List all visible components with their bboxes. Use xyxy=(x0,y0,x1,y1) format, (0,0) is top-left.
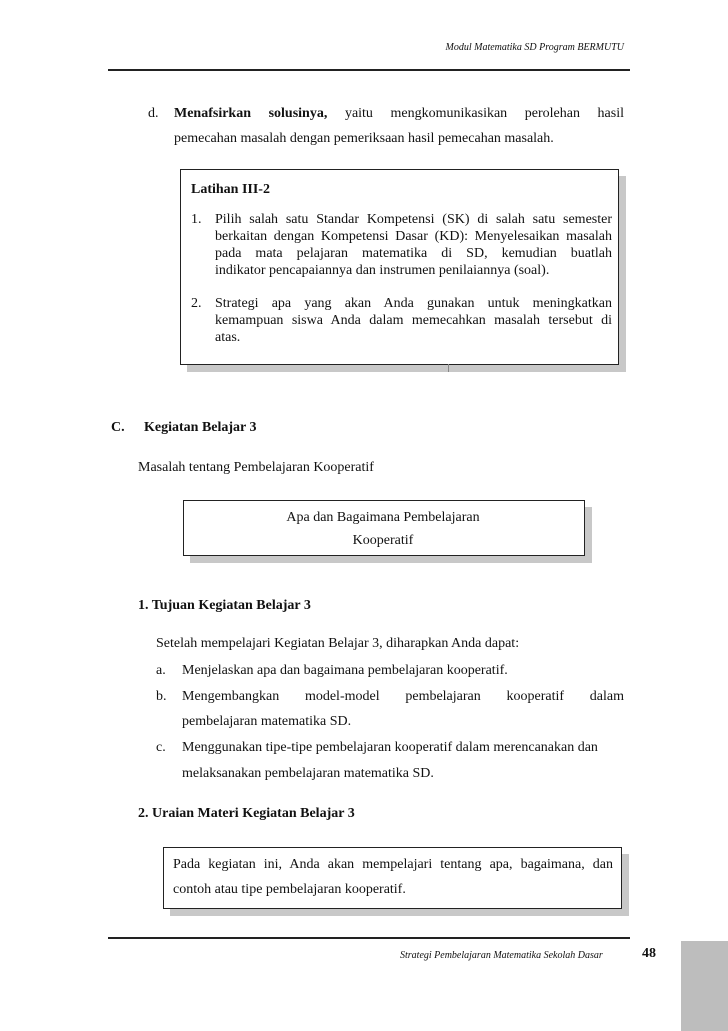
uraian-box-line: Pada kegiatan ini, Anda akan mempelajari tentang apa, bagaimana, dan xyxy=(173,857,613,872)
latihan-item-2-line: kemampuan siswa Anda dalam memecahkan masalah tersebut di xyxy=(215,313,612,328)
latihan-item-1-line: berkaitan dengan Kompetensi Dasar (KD): Menyelesaikan masalah xyxy=(215,229,612,244)
item-d-marker: d. xyxy=(148,106,159,121)
tujuan-item-c-marker: c. xyxy=(156,740,166,755)
footer-title: Strategi Pembelajaran Matematika Sekolah Dasar xyxy=(400,950,603,961)
tujuan-item-b-line: pembelajaran matematika SD. xyxy=(182,714,352,729)
tujuan-item-a-line: Menjelaskan apa dan bagaimana pembelajaran kooperatif. xyxy=(182,663,508,678)
topic-line-2: Kooperatif xyxy=(352,533,414,548)
latihan-item-2-num: 2. xyxy=(191,296,202,311)
page-edge-tab xyxy=(681,941,728,1031)
item-d-bold: Menafsirkan solusinya, xyxy=(174,106,328,121)
tujuan-intro: Setelah mempelajari Kegiatan Belajar 3, diharapkan Anda dapat: xyxy=(156,636,520,651)
uraian-heading: 2. Uraian Materi Kegiatan Belajar 3 xyxy=(138,806,355,821)
tujuan-item-a-marker: a. xyxy=(156,663,166,678)
header-rule xyxy=(108,69,630,71)
tujuan-item-b-line: Mengembangkan model-model pembelajaran kooperatif dalam xyxy=(182,689,624,704)
latihan-shadow-tick xyxy=(448,364,449,372)
section-c-marker: C. xyxy=(111,420,125,435)
latihan-item-1-line: indikator pencapaiannya dan instrumen penilaiannya (soal). xyxy=(215,263,550,278)
latihan-title: Latihan III-2 xyxy=(191,182,270,197)
latihan-item-2-line: atas. xyxy=(215,330,241,345)
latihan-item-2-line: Strategi apa yang akan Anda gunakan untuk meningkatkan xyxy=(215,296,612,311)
footer-rule xyxy=(108,937,630,939)
latihan-item-1-num: 1. xyxy=(191,212,202,227)
latihan-item-1-line: pada mata pelajaran matematika di SD, kemudian buatlah xyxy=(215,246,612,261)
tujuan-item-c-line: Menggunakan tipe-tipe pembelajaran kooperatif dalam merencanakan dan xyxy=(182,740,598,755)
tujuan-item-c-line: melaksanakan pembelajaran matematika SD. xyxy=(182,766,434,781)
tujuan-heading: 1. Tujuan Kegiatan Belajar 3 xyxy=(138,598,311,613)
uraian-box-line: contoh atau tipe pembelajaran kooperatif. xyxy=(173,882,406,897)
tujuan-item-b-marker: b. xyxy=(156,689,167,704)
item-d-line1-rest: yaitu mengkomunikasikan perolehan hasil xyxy=(344,106,624,121)
latihan-item-1-line: Pilih salah satu Standar Kompetensi (SK) di salah satu semester xyxy=(215,212,612,227)
topic-line-1: Apa dan Bagaimana Pembelajaran xyxy=(286,510,480,525)
running-header: Modul Matematika SD Program BERMUTU xyxy=(445,42,624,53)
item-d-line1 xyxy=(174,104,624,124)
page-number: 48 xyxy=(642,946,656,961)
item-d-line2: pemecahan masalah dengan pemeriksaan hasil pemecahan masalah. xyxy=(174,131,554,146)
section-c-title: Kegiatan Belajar 3 xyxy=(144,420,257,435)
section-c-subtitle: Masalah tentang Pembelajaran Kooperatif xyxy=(138,460,374,475)
